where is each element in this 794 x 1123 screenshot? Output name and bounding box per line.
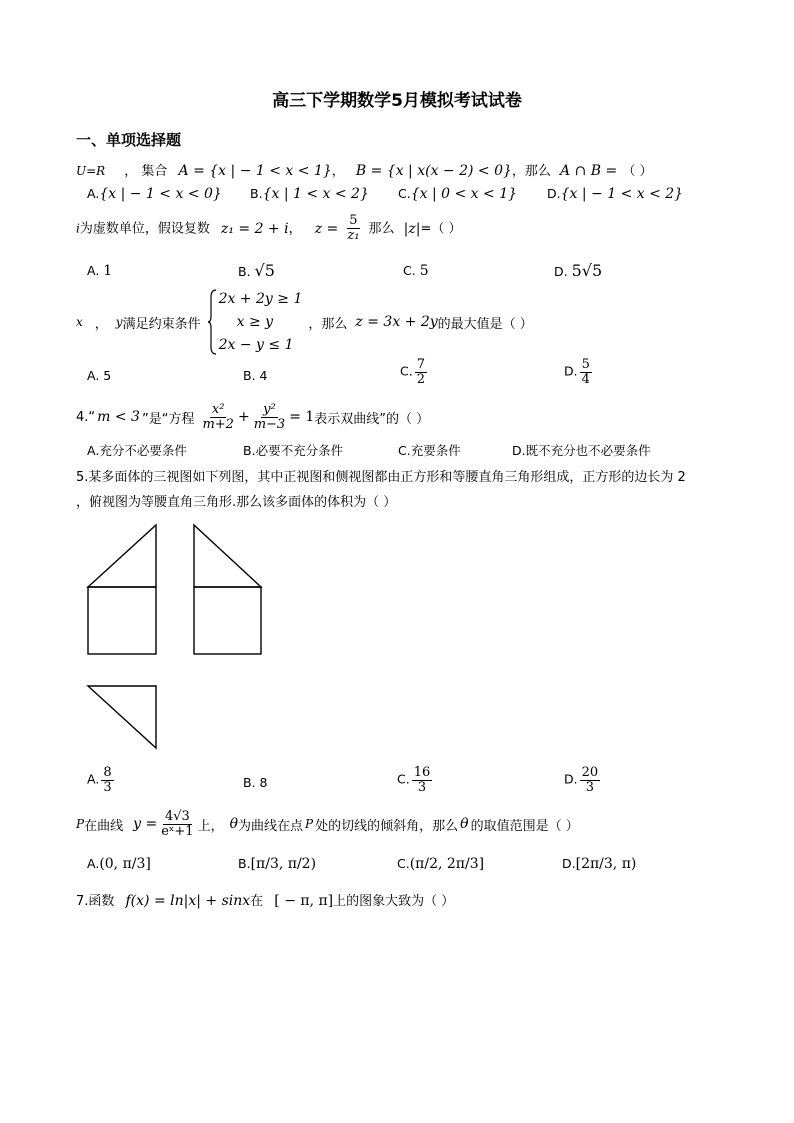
q1-option-a: A.{x | − 1 < x < 0} [87, 186, 222, 202]
q6-option-d: D.[2π/3, π) [562, 856, 637, 872]
q3-constraint-2: x ≥ y [236, 313, 274, 330]
q6-y-lhs: y = [133, 816, 158, 832]
q3-var-x: x [76, 315, 83, 329]
q3-constraint-system [219, 288, 303, 357]
q2-z-lhs: z = [314, 220, 339, 237]
q1-text: ， 集合 [124, 164, 168, 179]
question-3-stem [76, 288, 533, 356]
q6-text-3: 为曲线在点 [238, 818, 304, 834]
q1-set-a: A = {x | − 1 < x < 1} [178, 163, 332, 179]
q5-option-a: A. $\frac{8}{3}$ [87, 765, 112, 795]
q2-answer-blank: =（ ） [420, 221, 462, 237]
q4-text: ”是“方程 [141, 411, 195, 427]
q7-interval: [ − π, π] [274, 893, 334, 909]
question-4-stem [76, 400, 429, 434]
page-title: 高三下学期数学5月模拟考试试卷 [272, 91, 522, 111]
q3-constraint-1: 2x + 2y ≥ 1 [218, 290, 303, 307]
q7-text-3: 上的图象大致为（ ） [333, 894, 455, 909]
q7-text: 7.函数 [76, 894, 115, 909]
q6-option-a: A.(0, π/3] [87, 856, 151, 872]
q2-comma: ， [288, 221, 302, 237]
q2-option-d: D. 5√5 [554, 261, 603, 280]
q1-universal-set: U=R [76, 164, 106, 178]
q2-fraction: $\frac{5}{\text{z₁}}$ [347, 213, 360, 243]
q2-imaginary-unit: i [76, 221, 80, 236]
q5-option-b: B. 8 [243, 775, 268, 790]
q6-option-b: B.[π/3, π/2) [238, 856, 317, 872]
q3-option-d: D. $\frac{5}{4}$ [564, 357, 590, 387]
q2-option-b: B. √5 [238, 261, 275, 280]
q2-option-c: C. 5 [403, 263, 429, 279]
q1-comma: ， [331, 164, 345, 179]
q6-text-2: 上， [197, 818, 224, 834]
q4-number: 4.“ [76, 409, 96, 425]
q3-constraint-3: 2x − y ≤ 1 [218, 336, 294, 353]
q6-fraction: $\frac{4√3}{\text{eˣ+1}}$ [161, 808, 194, 839]
q2-text-2: 那么 [368, 221, 395, 237]
q1-expression: A ∩ B = [560, 163, 618, 179]
q7-text-2: 在 [250, 894, 264, 909]
q3-text-2: ，那么 [308, 316, 348, 332]
question-6-stem [76, 806, 579, 842]
q7-function: f(x) = ln|x| + sinx [125, 893, 251, 909]
q6-point-2: P [305, 817, 314, 831]
q5-option-c: C. $\frac{16}{3}$ [397, 765, 431, 795]
q6-point: P [76, 817, 85, 831]
q3-left-brace [207, 289, 217, 355]
q3-option-a: A. 5 [87, 368, 112, 383]
q3-var-y: y [115, 315, 123, 329]
q4-fraction-2: $\frac{\text{y²}}{m-3}$ [253, 401, 286, 432]
q4-option-d: D.既不充分也不必要条件 [512, 443, 651, 458]
q6-option-c: C.(π/2, 2π/3] [397, 856, 485, 872]
top-view [88, 686, 156, 748]
q4-condition: m < 3 [97, 409, 140, 425]
q4-text-2: 表示双曲线”的（ ） [314, 411, 430, 427]
q6-theta: θ [229, 816, 239, 832]
q1-option-c: C.{x | 0 < x < 1} [398, 186, 518, 202]
q1-option-d: D.{x | − 1 < x < 2} [547, 186, 684, 202]
q6-theta-2: θ [460, 816, 469, 832]
q3-text: 满足约束条件 [122, 316, 201, 332]
q6-text-5: 的取值范围是（ ） [470, 818, 579, 834]
side-view [194, 525, 261, 654]
section-heading: 一、单项选择题 [76, 131, 182, 149]
q5-text-line-1: 5.某多面体的三视图如下列图，其中正视图和侧视图都由正方形和等腰直角三角形组成，正方形的边长为 2 [76, 470, 686, 485]
q1-option-b: B.{x | 1 < x < 2} [250, 186, 369, 202]
q5-text-line-2: ，俯视图为等腰直角三角形.那么该多面体的体积为（ ） [76, 495, 397, 510]
q3-option-c: C. $\frac{7}{2}$ [400, 357, 425, 387]
question-7-stem [76, 890, 454, 909]
q2-option-a: A. 1 [87, 263, 113, 279]
q6-text: 在曲线 [84, 818, 124, 834]
q3-objective: z = 3x + 2y [355, 314, 438, 330]
q4-option-c: C.充要条件 [398, 443, 461, 458]
question-1-stem [76, 160, 652, 179]
q2-modulus: |z| [403, 220, 421, 237]
front-view [88, 525, 156, 654]
q5-option-d: D. $\frac{20}{3}$ [564, 765, 599, 795]
question-2-stem [76, 214, 461, 242]
q1-set-b: B = {x | x(x − 2) < 0} [355, 163, 512, 179]
q2-z1: z₁ = 2 + i [220, 220, 289, 237]
q1-text-2: ，那么 [511, 164, 551, 179]
q3-text-3: 的最大值是（ ） [437, 316, 533, 332]
q3-separator: ， [94, 316, 108, 332]
q4-fraction-1: $\frac{\text{x²}}{m+2}$ [202, 401, 234, 432]
q4-equals: = 1 [289, 409, 315, 425]
q6-text-4: 处的切线的倾斜角，那么 [315, 818, 459, 834]
q2-text: 为虚数单位，假设复数 [79, 221, 210, 237]
q4-option-a: A.充分不必要条件 [87, 443, 187, 458]
q1-answer-blank: （ ） [622, 164, 653, 179]
q4-plus: + [237, 409, 250, 425]
q3-option-b: B. 4 [243, 368, 268, 383]
q4-option-b: B.必要不充分条件 [243, 443, 344, 458]
three-view-diagram [80, 520, 280, 760]
